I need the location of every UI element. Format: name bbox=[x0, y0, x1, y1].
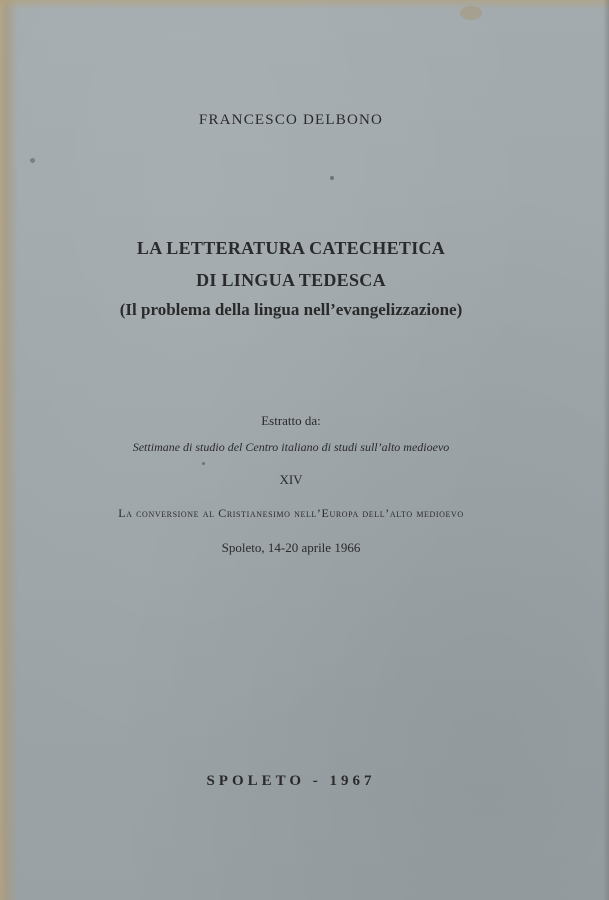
title-line-1: LA LETTERATURA CATECHETICA bbox=[136, 238, 446, 258]
stain-spot bbox=[460, 6, 482, 20]
conference-title: La conversione al Cristianesimo nell’Europa dell’alto medioevo bbox=[118, 506, 464, 520]
author-name: FRANCESCO DELBONO bbox=[198, 112, 384, 128]
top-edge-wear bbox=[0, 0, 609, 10]
right-edge-shadow bbox=[603, 0, 609, 900]
extract-label: Estratto da: bbox=[261, 413, 321, 428]
publication-imprint: SPOLETO - 1967 bbox=[206, 773, 376, 789]
stain-spot bbox=[330, 176, 334, 180]
volume-number: XIV bbox=[279, 472, 303, 487]
subtitle: (Il problema della lingua nell’evangelizzazione) bbox=[119, 300, 463, 319]
series-title: Settimane di studio del Centro italiano di studi sull’alto medioevo bbox=[132, 440, 450, 454]
title-line-2: DI LINGUA TEDESCA bbox=[196, 270, 386, 290]
stain-spot bbox=[30, 158, 35, 163]
stain-spot bbox=[202, 462, 205, 465]
conference-place-date: Spoleto, 14-20 aprile 1966 bbox=[221, 540, 361, 555]
